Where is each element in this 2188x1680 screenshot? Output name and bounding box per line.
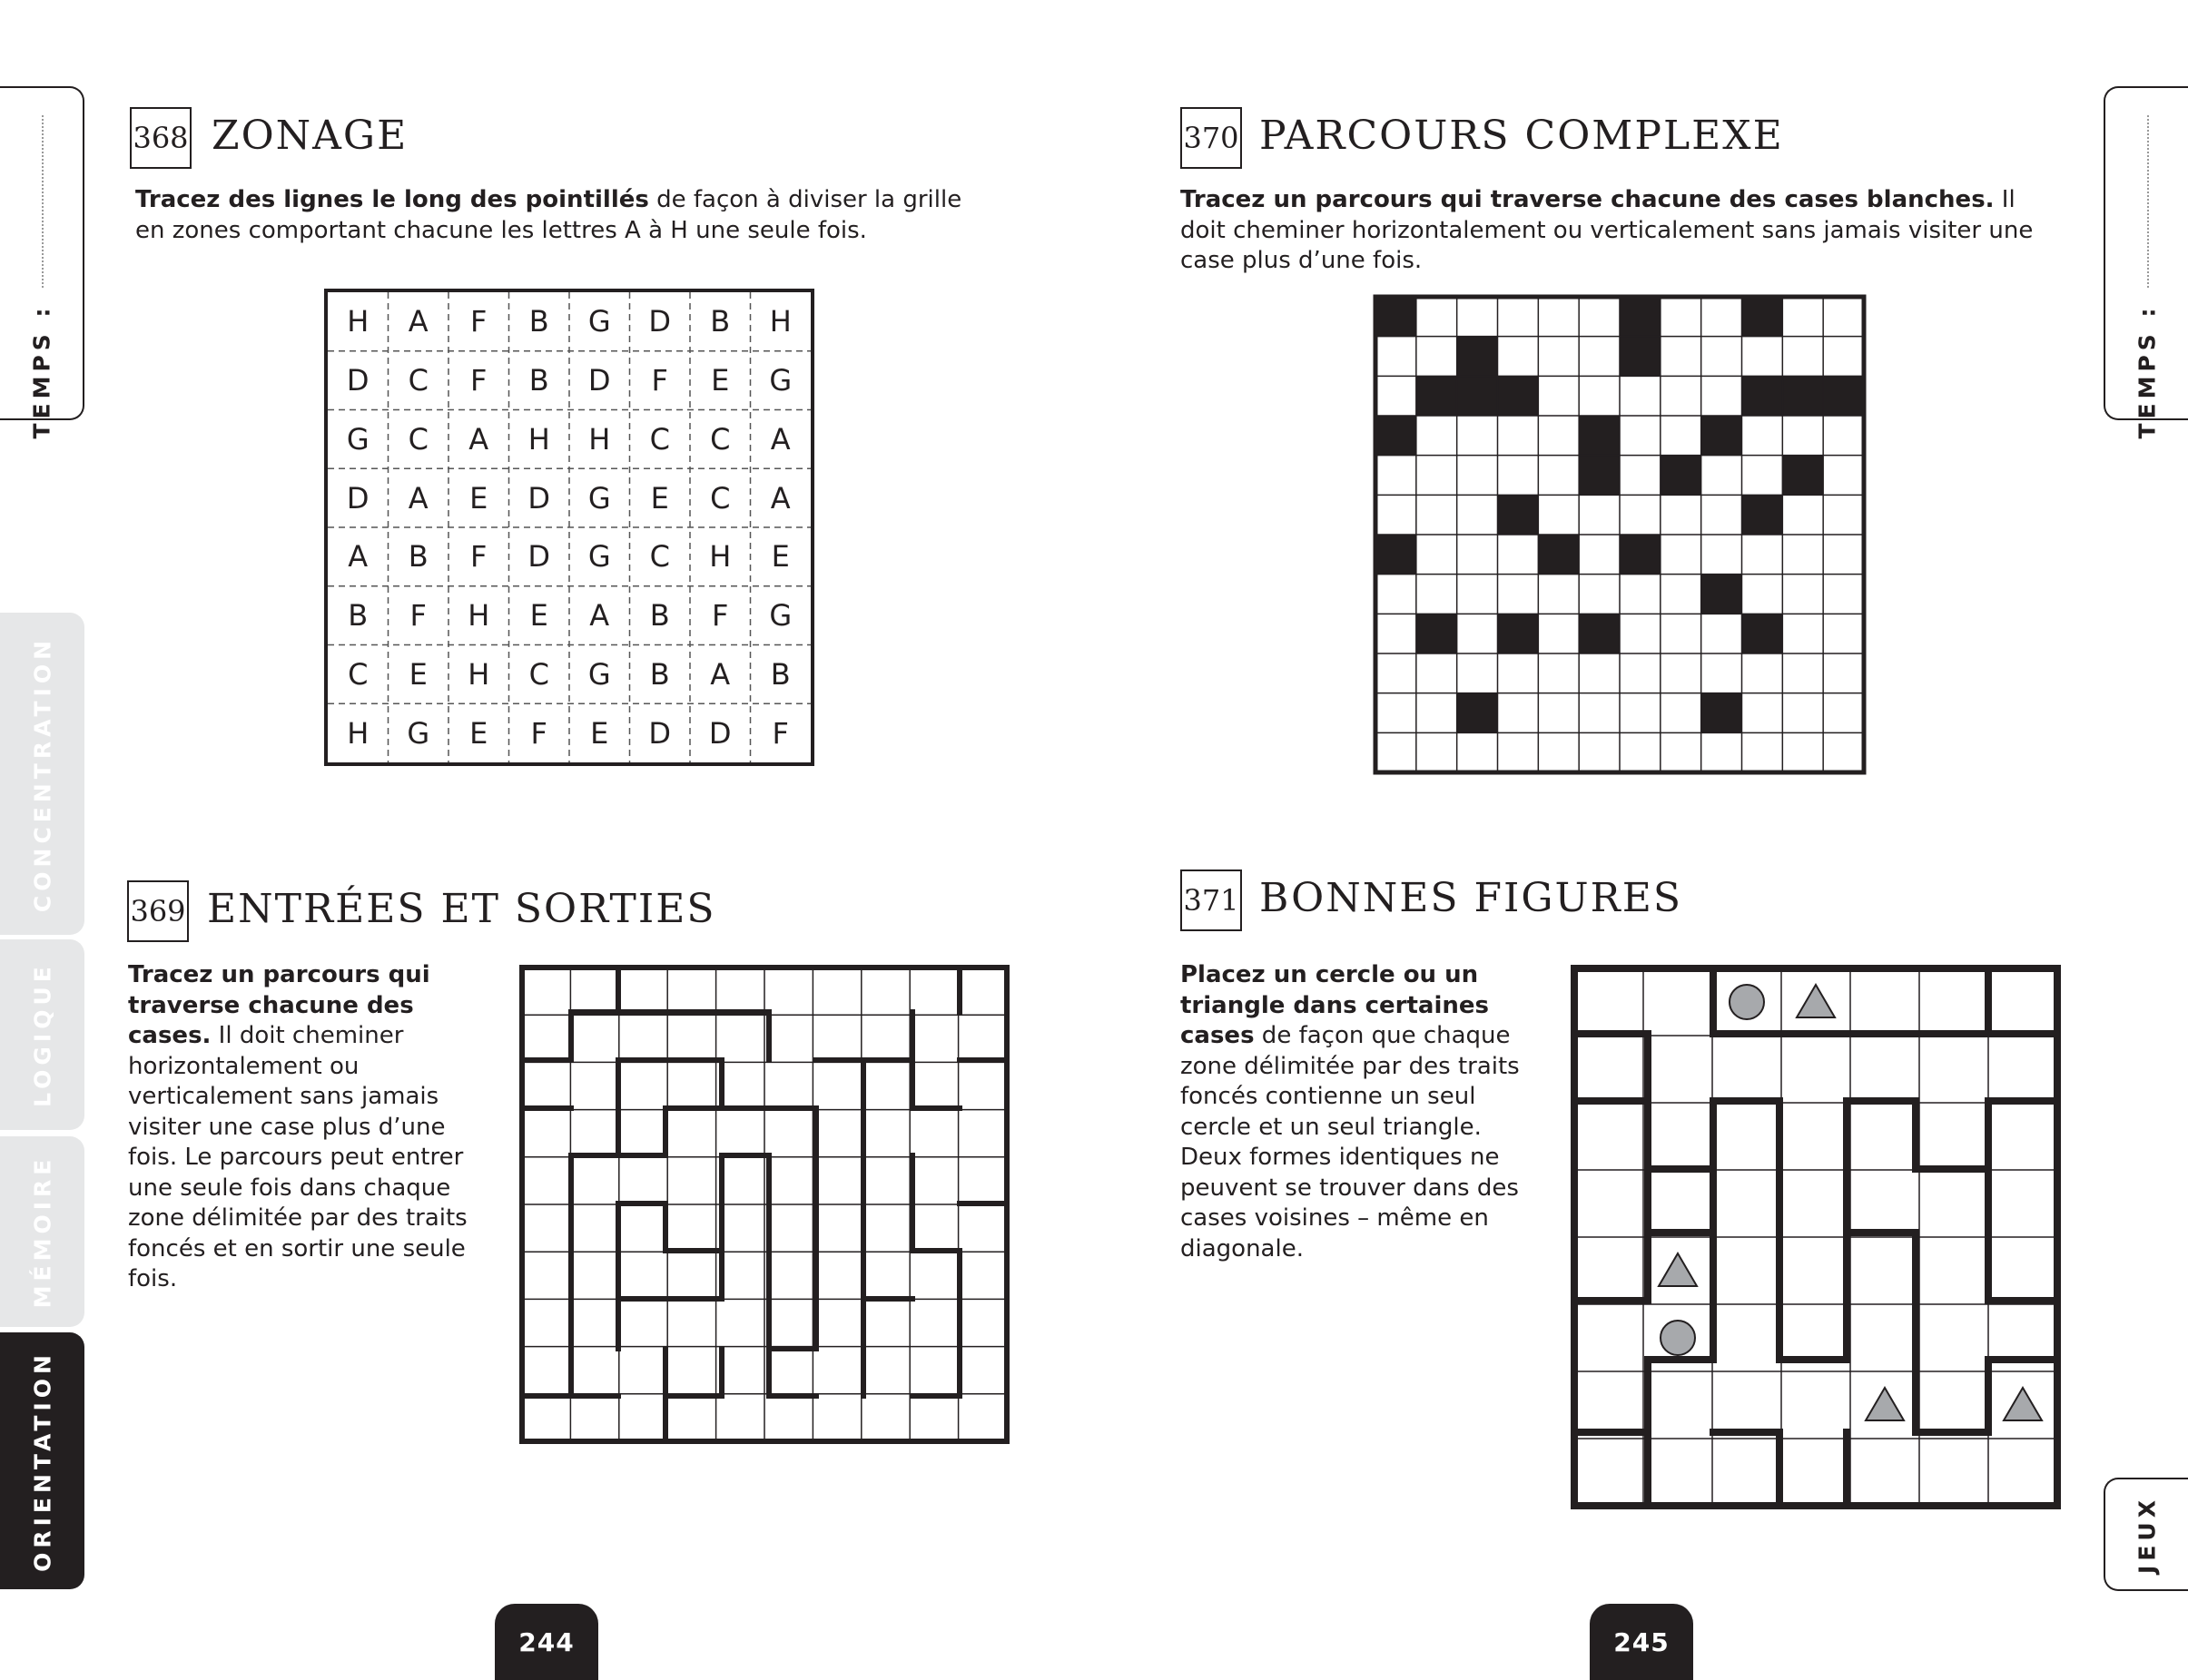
grid-letter: B [348,598,369,634]
grid-letter: B [710,304,731,339]
circle-shape [1661,1321,1695,1355]
black-cell [1742,297,1783,337]
zone-wall [571,1012,769,1060]
bonnes-figures-grid [1571,965,2061,1509]
instructions-bold-371: Placez un cercle ou un triangle dans certaines cases [1180,961,1489,1049]
triangle-shape [1866,1388,1904,1420]
temps-label-left: TEMPS : [28,303,54,439]
black-cell [1579,416,1620,456]
grid-letter: D [648,715,672,751]
circle-shape [1730,985,1764,1019]
puzzle-instructions-371 [1180,960,1530,1264]
black-cell [1620,535,1661,575]
grid-letter: E [409,656,428,692]
grid-letter: B [770,656,791,692]
black-cell [1782,376,1823,416]
black-cell [1375,297,1416,337]
grid-letter: C [710,480,731,516]
puzzle-number-370: 370 [1180,107,1242,169]
grid-letter: C [408,421,429,457]
black-cell [1579,614,1620,653]
puzzle-instructions-369 [128,960,487,1295]
black-cell [1742,614,1783,653]
grid-letter: A [710,656,731,692]
black-cell [1701,575,1742,614]
zone-wall [665,1108,816,1299]
instructions-bold-368: Tracez des lignes le long des pointillés [135,186,649,213]
black-cell [1375,535,1416,575]
grid-letter: F [530,715,547,751]
black-cell [1416,614,1457,653]
puzzle-number-371: 371 [1180,869,1242,931]
grid-letter: E [469,480,488,516]
grid-letter: A [408,480,429,516]
black-cell [1620,297,1661,337]
triangle-shape [2004,1388,2042,1420]
grid-letter: C [408,363,429,398]
tab-concentration-label: CONCENTRATION [29,635,55,912]
grid-letter: A [589,598,610,634]
zone-wall [618,1155,769,1299]
grid-letter: H [527,421,550,457]
grid-letter: F [409,598,427,634]
temps-tab-left [0,86,84,439]
black-cell [1701,693,1742,733]
zone-wall [618,1108,665,1155]
grid-letter: A [468,421,489,457]
page-number-right: 245 [1590,1604,1693,1680]
tab-memoire[interactable] [0,1136,84,1327]
parcours-complexe-grid [1373,294,1867,775]
grid-letter: C [348,656,369,692]
black-cell [1457,376,1498,416]
grid-letter: E [771,539,790,575]
grid-letter: B [528,304,549,339]
grid-letter: H [468,656,490,692]
grid-letter: D [527,539,551,575]
grid-letter: G [407,715,430,751]
grid-letter: F [712,598,729,634]
black-cell [1375,416,1416,456]
black-cell [1661,456,1701,496]
grid-letter: B [528,363,549,398]
grid-letter: F [651,363,668,398]
zone-wall [1988,1101,2057,1301]
black-cell [1498,376,1539,416]
black-cell [1457,337,1498,377]
zone-wall [1574,1169,1648,1301]
triangle-shape [1659,1253,1697,1286]
grid-letter: D [527,480,551,516]
grid-letter: E [529,598,548,634]
instructions-text-368: de façon à diviser la grille en zones comportant chacune les lettres A à H une seule fois. [135,186,962,244]
grid-letter: E [469,715,488,751]
black-cell [1742,376,1783,416]
instructions-bold-369: Tracez un parcours qui traverse chacune des cases. [128,961,430,1049]
grid-letter: D [346,480,370,516]
tab-concentration[interactable] [0,613,84,935]
temps-tab-right [2104,86,2188,439]
grid-letter: F [470,363,488,398]
black-cell [1457,693,1498,733]
tab-jeux[interactable] [2104,1478,2188,1591]
zone-wall [1574,1034,1648,1101]
tab-orientation-label: ORIENTATION [29,1350,55,1572]
grid-letter: H [769,304,792,339]
temps-line-left [42,115,44,288]
black-cell [1782,456,1823,496]
grid-letter: E [590,715,609,751]
black-cell [1579,456,1620,496]
black-cell [1620,337,1661,377]
grid-letter: H [347,715,370,751]
grid-letter: E [711,363,730,398]
grid-letter: A [348,539,369,575]
zone-wall [665,1349,722,1396]
puzzle-instructions-368 [135,185,980,246]
zone-wall [1648,1101,1779,1169]
grid-letter: A [770,480,791,516]
grid-letter: C [528,656,549,692]
grid-letter: G [769,363,793,398]
grid-letter: D [346,363,370,398]
grid-letter: E [650,480,669,516]
zone-wall [618,1060,722,1108]
tab-logique[interactable] [0,939,84,1130]
black-cell [1498,614,1539,653]
grid-letter: H [468,598,490,634]
grid-letter: H [588,421,611,457]
puzzle-title-368: ZONAGE [212,113,409,159]
grid-letter: C [649,539,670,575]
instructions-text-369: Il doit cheminer horizontalement ou verticalement sans jamais visiter une case plus d’une fois. Le parcours peut entrer une seule fois dans chaque zone délimitée par des traits foncés et en sortir une seule fois. [128,1022,468,1292]
zone-wall [1847,1101,1988,1169]
puzzle-title-371: BONNES FIGURES [1259,875,1683,921]
puzzle-title-369: ENTRÉES ET SORTIES [207,886,716,932]
black-cell [1498,495,1539,535]
grid-letter: F [772,715,789,751]
grid-letter: F [470,304,488,339]
black-cell [1416,376,1457,416]
grid-letter: H [709,539,732,575]
instructions-text-370: Il doit cheminer horizontalement ou verticalement sans jamais visiter une case plus d’une fois. [1180,186,2034,274]
grid-letter: D [708,715,732,751]
puzzle-number-368: 368 [130,107,192,169]
grid-letter: A [408,304,429,339]
grid-letter: B [408,539,429,575]
page-number-left: 244 [495,1604,598,1680]
grid-letter: D [587,363,611,398]
black-cell [1823,376,1864,416]
zone-wall [1713,1432,1779,1506]
puzzle-instructions-370 [1180,185,2052,277]
grid-letter: G [587,656,611,692]
grid-letter: G [587,480,611,516]
grid-letter: A [770,421,791,457]
puzzle-number-369: 369 [127,880,189,942]
temps-label-right: TEMPS : [2134,303,2160,439]
grid-letter: G [769,598,793,634]
temps-line-right [2147,115,2149,288]
grid-letter: G [587,304,611,339]
instructions-text-371: de façon que chaque zone délimitée par des traits foncés contienne un seul cercle et un seul triangle. Deux formes identiques ne peuvent se trouver dans des cases voisines – même en diagonale. [1180,1022,1520,1262]
zone-wall [1779,1169,1847,1360]
tab-logique-label: LOGIQUE [29,962,55,1107]
entrees-sorties-grid [519,965,1010,1444]
grid-letter: D [648,304,672,339]
tab-jeux-label: JEUX [2134,1495,2160,1574]
black-cell [1538,535,1579,575]
black-cell [1742,495,1783,535]
tab-orientation[interactable] [0,1332,84,1589]
tab-memoire-label: MÉMOIRE [29,1154,55,1309]
grid-letter: H [347,304,370,339]
grid-letter: B [649,598,670,634]
black-cell [1701,416,1742,456]
zonage-grid [324,289,814,766]
triangle-shape [1797,985,1835,1017]
zone-wall [665,1204,722,1251]
grid-letter: C [710,421,731,457]
zone-wall [912,1155,960,1251]
zone-wall [912,1012,960,1108]
grid-letter: F [470,539,488,575]
instructions-bold-370: Tracez un parcours qui traverse chacune des cases blanches. [1180,186,1995,213]
puzzle-title-370: PARCOURS COMPLEXE [1259,113,1784,159]
grid-letter: G [587,539,611,575]
grid-letter: G [346,421,370,457]
grid-letter: C [649,421,670,457]
grid-letter: B [649,656,670,692]
